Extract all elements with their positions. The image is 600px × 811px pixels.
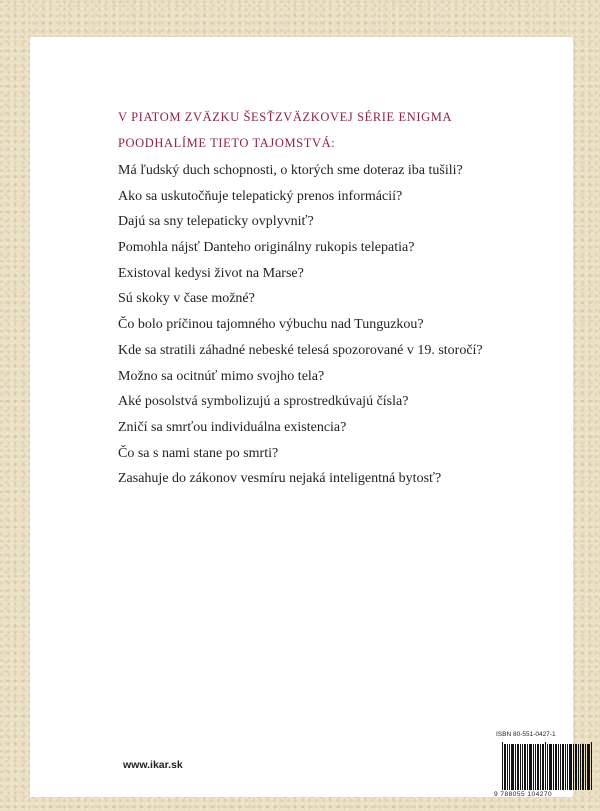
question-list	[118, 158, 483, 492]
isbn-label: ISBN 80-551-0427-1	[496, 731, 556, 738]
barcode-bar	[533, 744, 534, 790]
barcode-bar	[535, 744, 536, 790]
question-item: Dajú sa sny telepaticky ovplyvniť?	[118, 214, 314, 230]
question-item: Existoval kedysi život na Marse?	[118, 265, 304, 281]
barcode-bar	[578, 744, 579, 790]
barcode-bar	[580, 744, 581, 790]
question-item: Zničí sa smrťou individuálna existencia?	[118, 419, 347, 435]
barcode-bar	[569, 744, 572, 790]
question-item: Ako sa uskutočňuje telepatický prenos informácií?	[118, 188, 403, 204]
series-heading	[118, 104, 452, 156]
question-item: Kde sa stratili záhadné nebeské telesá spozorované v 19. storočí?	[118, 342, 483, 358]
question-item: Čo bolo príčinou tajomného výbuchu nad Tunguzkou?	[118, 317, 424, 333]
barcode-digits: 9 788055 104270	[494, 791, 553, 798]
barcode-bar	[524, 744, 526, 790]
barcode-bar	[591, 742, 592, 790]
barcode-bar	[515, 744, 516, 790]
barcode-bar	[582, 744, 584, 790]
barcode-bar	[542, 744, 544, 790]
barcode-bar	[520, 744, 521, 790]
question-item: Možno sa ocitnúť mimo svojho tela?	[118, 368, 325, 384]
barcode-bar	[522, 744, 523, 790]
barcode-bar	[565, 744, 566, 790]
heading-line-2: POODHALÍME TIETO TAJOMSTVÁ:	[118, 136, 336, 150]
barcode	[502, 742, 594, 790]
barcode-bar	[537, 744, 539, 790]
barcode-bar	[540, 744, 541, 790]
barcode-bar	[585, 744, 586, 790]
barcode-bar	[517, 744, 519, 790]
heading-line-1: V PIATOM ZVÄZKU ŠESŤZVÄZKOVEJ SÉRIE ENIGMA	[118, 110, 453, 124]
question-item: Má ľudský duch schopnosti, o ktorých sme doteraz iba tušili?	[118, 163, 463, 178]
barcode-bar	[547, 744, 548, 790]
question-item: Sú skoky v čase možné?	[118, 291, 255, 307]
back-cover-page	[30, 37, 573, 797]
barcode-bar	[558, 744, 559, 790]
barcode-bar	[553, 744, 554, 790]
barcode-bar	[573, 744, 574, 790]
barcode-bar	[502, 742, 503, 790]
barcode-bar	[560, 744, 561, 790]
isbn-block	[494, 731, 594, 798]
barcode-bar	[527, 744, 528, 790]
barcode-bar	[555, 744, 557, 790]
barcode-bar	[562, 744, 564, 790]
barcode-bar	[509, 744, 510, 790]
question-item: Pomohla nájsť Danteho originálny rukopis telepatia?	[118, 240, 415, 256]
question-item: Zasahuje do zákonov vesmíru nejaká inteligentná bytosť?	[118, 471, 442, 487]
barcode-bar	[587, 744, 590, 790]
barcode-bar	[504, 744, 506, 790]
barcode-bar	[549, 744, 552, 790]
question-item: Aké posolstvá symbolizujú a sprostredkúvajú čísla?	[118, 394, 409, 410]
barcode-bar	[511, 744, 514, 790]
question-item: Čo sa s nami stane po smrti?	[118, 445, 279, 461]
publisher-website: www.ikar.sk	[123, 759, 183, 771]
barcode-bar	[575, 744, 577, 790]
barcode-bar	[567, 744, 568, 790]
barcode-bar	[507, 744, 508, 790]
barcode-bar	[529, 744, 532, 790]
barcode-bar	[545, 742, 546, 790]
